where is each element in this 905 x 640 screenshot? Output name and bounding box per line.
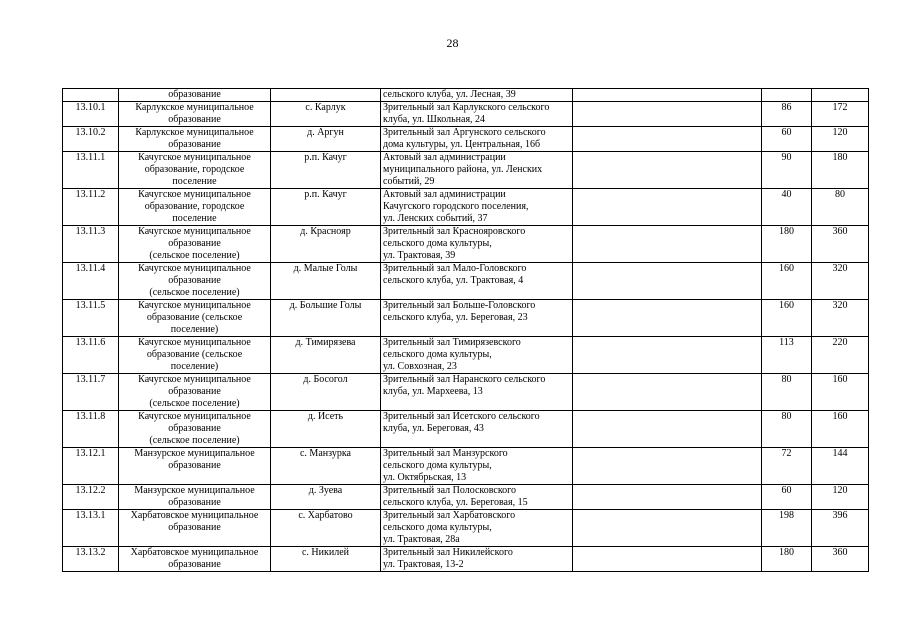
municipality-cell xyxy=(119,411,271,448)
table-row xyxy=(63,226,869,263)
venue-line: ул. Октябрьская, 13 xyxy=(383,472,467,483)
settlement-cell: д. Большие Голы xyxy=(271,300,381,337)
venue-line: Зрительный зал Аргунского сельского xyxy=(383,127,546,138)
capacity-double-cell: 80 xyxy=(812,189,869,226)
capacity-double-cell: 120 xyxy=(812,127,869,152)
settlement-cell: с. Манзурка xyxy=(271,448,381,485)
municipality-line: образование xyxy=(168,139,221,150)
venue-line: сельского клуба, ул. Береговая, 23 xyxy=(383,312,528,323)
settlement-cell: д. Малые Голы xyxy=(271,263,381,300)
settlement-cell: с. Харбатово xyxy=(271,510,381,547)
settlement-cell: р.п. Качуг xyxy=(271,189,381,226)
capacity-cell: 90 xyxy=(762,152,812,189)
municipality-line: Качугское муниципальное xyxy=(138,189,251,200)
capacity-cell: 60 xyxy=(762,127,812,152)
table-row xyxy=(63,547,869,572)
empty-cell xyxy=(573,300,762,337)
settlement-cell: д. Зуева xyxy=(271,485,381,510)
venue-line: клуба, ул. Школьная, 24 xyxy=(383,114,486,125)
municipality-line: Качугское муниципальное xyxy=(138,374,251,385)
municipality-cell xyxy=(119,485,271,510)
capacity-double-cell: 220 xyxy=(812,337,869,374)
venue-line: Зрительный зал Мало-Головского xyxy=(383,263,527,274)
venue-line: клуба, ул. Береговая, 43 xyxy=(383,423,484,434)
municipality-line: Качугское муниципальное xyxy=(138,411,251,422)
capacity-double-cell: 320 xyxy=(812,300,869,337)
table-row xyxy=(63,374,869,411)
venue-line: сельского дома культуры, xyxy=(383,522,492,533)
municipality-line: Карлукское муниципальное xyxy=(135,102,254,113)
venue-cell xyxy=(381,127,573,152)
venue-cell xyxy=(381,485,573,510)
settlement-cell: р.п. Качуг xyxy=(271,152,381,189)
row-number-cell: 13.11.1 xyxy=(63,152,119,189)
venue-line: Зрительный зал Никилейского xyxy=(383,547,513,558)
table-row xyxy=(63,300,869,337)
municipality-cell xyxy=(119,300,271,337)
table-row xyxy=(63,510,869,547)
venue-line: Зрительный зал Краснояровского xyxy=(383,226,526,237)
municipality-line: Манзурское муниципальное xyxy=(134,448,255,459)
municipality-line: Карлукское муниципальное xyxy=(135,127,254,138)
capacity-double-cell: 144 xyxy=(812,448,869,485)
municipality-line: Манзурское муниципальное xyxy=(134,485,255,496)
venue-line: Зрительный зал Харбатовского xyxy=(383,510,516,521)
empty-cell xyxy=(573,374,762,411)
municipality-line: образование xyxy=(168,114,221,125)
table-row xyxy=(63,152,869,189)
venue-line: ул. Трактовая, 28а xyxy=(383,534,460,545)
empty-cell xyxy=(573,89,762,102)
table-row xyxy=(63,263,869,300)
settlement-cell: д. Тимирязева xyxy=(271,337,381,374)
empty-cell xyxy=(573,547,762,572)
venue-line: Зрительный зал Карлукского сельского xyxy=(383,102,550,113)
venue-line: сельского клуба, ул. Трактовая, 4 xyxy=(383,275,524,286)
venue-line: Зрительный зал Наранского сельского xyxy=(383,374,546,385)
municipality-cell xyxy=(119,547,271,572)
municipality-cell xyxy=(119,263,271,300)
empty-cell xyxy=(573,226,762,263)
municipality-line: поселение) xyxy=(170,324,219,335)
municipality-line: образование xyxy=(168,522,221,533)
settlement-cell: д. Босогол xyxy=(271,374,381,411)
municipality-line: образование xyxy=(168,386,221,397)
capacity-double-cell: 160 xyxy=(812,411,869,448)
municipality-line: (сельское поселение) xyxy=(149,250,240,261)
table-row xyxy=(63,448,869,485)
venue-line: сельского дома культуры, xyxy=(383,349,492,360)
venue-line: ул. Трактовая, 39 xyxy=(383,250,456,261)
municipality-line: образование xyxy=(168,89,221,100)
table-row xyxy=(63,411,869,448)
capacity-cell: 180 xyxy=(762,547,812,572)
municipality-line: (сельское поселение) xyxy=(149,398,240,409)
municipality-line: Качугское муниципальное xyxy=(138,226,251,237)
municipality-line: Харбатовское муниципальное xyxy=(130,510,259,521)
capacity-cell: 80 xyxy=(762,411,812,448)
municipality-cell xyxy=(119,189,271,226)
municipality-line: образование (сельское xyxy=(146,312,243,323)
municipality-cell xyxy=(119,127,271,152)
row-number-cell: 13.12.2 xyxy=(63,485,119,510)
capacity-double-cell: 360 xyxy=(812,547,869,572)
municipality-cell xyxy=(119,374,271,411)
capacity-double-cell: 120 xyxy=(812,485,869,510)
municipality-cell xyxy=(119,226,271,263)
venue-line: клуба, ул. Мархеева, 13 xyxy=(383,386,483,397)
row-number-cell: 13.11.5 xyxy=(63,300,119,337)
venue-cell xyxy=(381,547,573,572)
capacity-double-cell: 396 xyxy=(812,510,869,547)
table-row xyxy=(63,102,869,127)
municipality-cell xyxy=(119,337,271,374)
row-number-cell: 13.10.1 xyxy=(63,102,119,127)
venue-cell xyxy=(381,102,573,127)
municipality-line: поселение xyxy=(172,213,217,224)
venue-cell xyxy=(381,152,573,189)
municipality-cell xyxy=(119,448,271,485)
page-number: 28 xyxy=(446,36,459,50)
municipality-line: образование xyxy=(168,497,221,508)
venue-line: ул. Совхозная, 23 xyxy=(383,361,457,372)
row-number-cell: 13.12.1 xyxy=(63,448,119,485)
venue-line: сельского дома культуры, xyxy=(383,460,492,471)
venue-line: муниципального района, ул. Ленских xyxy=(383,164,543,175)
empty-cell xyxy=(573,189,762,226)
capacity-cell: 160 xyxy=(762,300,812,337)
municipality-line: поселение) xyxy=(170,361,219,372)
row-number-cell xyxy=(63,89,119,102)
venue-cell xyxy=(381,374,573,411)
empty-cell xyxy=(573,263,762,300)
venue-line: сельского клуба, ул. Береговая, 15 xyxy=(383,497,528,508)
venue-cell xyxy=(381,89,573,102)
venue-line: ул. Трактовая, 13-2 xyxy=(383,559,464,570)
settlement-cell: с. Никилей xyxy=(271,547,381,572)
venue-line: Актовый зал администрации xyxy=(383,189,506,200)
table-row xyxy=(63,189,869,226)
settlement-cell: с. Карлук xyxy=(271,102,381,127)
empty-cell xyxy=(573,152,762,189)
empty-cell xyxy=(573,127,762,152)
capacity-cell: 86 xyxy=(762,102,812,127)
capacity-cell: 80 xyxy=(762,374,812,411)
table-row xyxy=(63,127,869,152)
capacity-cell: 180 xyxy=(762,226,812,263)
row-number-cell: 13.11.4 xyxy=(63,263,119,300)
capacity-cell: 60 xyxy=(762,485,812,510)
empty-cell xyxy=(573,102,762,127)
row-number-cell: 13.11.7 xyxy=(63,374,119,411)
settlement-cell: д. Исеть xyxy=(271,411,381,448)
municipality-line: Качугское муниципальное xyxy=(138,337,251,348)
capacity-cell: 113 xyxy=(762,337,812,374)
municipality-line: поселение xyxy=(172,176,217,187)
capacity-cell xyxy=(762,89,812,102)
capacity-double-cell: 320 xyxy=(812,263,869,300)
row-number-cell: 13.13.2 xyxy=(63,547,119,572)
venue-line: Зрительный зал Тимирязевского xyxy=(383,337,521,348)
municipality-line: образование, городское xyxy=(144,164,245,175)
empty-cell xyxy=(573,485,762,510)
empty-cell xyxy=(573,337,762,374)
municipality-line: образование xyxy=(168,460,221,471)
venue-cell xyxy=(381,189,573,226)
municipality-cell xyxy=(119,152,271,189)
venue-line: сельского дома культуры, xyxy=(383,238,492,249)
municipality-cell xyxy=(119,102,271,127)
venue-line: Качугского городского поселения, xyxy=(383,201,529,212)
row-number-cell: 13.11.2 xyxy=(63,189,119,226)
municipality-line: Харбатовское муниципальное xyxy=(130,547,259,558)
empty-cell xyxy=(573,510,762,547)
municipality-line: образование (сельское xyxy=(146,349,243,360)
venue-line: Зрительный зал Больше-Головского xyxy=(383,300,536,311)
venue-line: ул. Ленских событий, 37 xyxy=(383,213,488,224)
venue-line: сельского клуба, ул. Лесная, 39 xyxy=(383,89,516,100)
municipality-line: (сельское поселение) xyxy=(149,287,240,298)
venue-line: дома культуры, ул. Центральная, 16б xyxy=(383,139,541,150)
venue-line: Актовый зал администрации xyxy=(383,152,506,163)
venue-cell xyxy=(381,510,573,547)
capacity-double-cell xyxy=(812,89,869,102)
row-number-cell: 13.11.6 xyxy=(63,337,119,374)
venue-cell xyxy=(381,448,573,485)
table-row xyxy=(63,337,869,374)
municipality-line: образование xyxy=(168,238,221,249)
venue-cell xyxy=(381,300,573,337)
table-body xyxy=(63,89,869,572)
venue-cell xyxy=(381,263,573,300)
polling-stations-table xyxy=(62,88,869,572)
settlement-cell: д. Аргун xyxy=(271,127,381,152)
municipality-cell xyxy=(119,89,271,102)
row-number-cell: 13.11.8 xyxy=(63,411,119,448)
municipality-line: образование xyxy=(168,423,221,434)
row-number-cell: 13.10.2 xyxy=(63,127,119,152)
row-number-cell: 13.13.1 xyxy=(63,510,119,547)
capacity-cell: 160 xyxy=(762,263,812,300)
venue-cell xyxy=(381,411,573,448)
capacity-double-cell: 172 xyxy=(812,102,869,127)
table-row xyxy=(63,485,869,510)
venue-cell xyxy=(381,226,573,263)
venue-line: событий, 29 xyxy=(383,176,435,187)
capacity-double-cell: 180 xyxy=(812,152,869,189)
capacity-cell: 72 xyxy=(762,448,812,485)
municipality-line: (сельское поселение) xyxy=(149,435,240,446)
empty-cell xyxy=(573,448,762,485)
municipality-cell xyxy=(119,510,271,547)
capacity-cell: 198 xyxy=(762,510,812,547)
row-number-cell: 13.11.3 xyxy=(63,226,119,263)
venue-line: Зрительный зал Манзурского xyxy=(383,448,508,459)
venue-line: Зрительный зал Полосковского xyxy=(383,485,517,496)
settlement-cell xyxy=(271,89,381,102)
municipality-line: Качугское муниципальное xyxy=(138,300,251,311)
capacity-double-cell: 160 xyxy=(812,374,869,411)
venue-cell xyxy=(381,337,573,374)
empty-cell xyxy=(573,411,762,448)
settlement-cell: д. Краснояр xyxy=(271,226,381,263)
municipality-line: Качугское муниципальное xyxy=(138,263,251,274)
municipality-line: Качугское муниципальное xyxy=(138,152,251,163)
venue-line: Зрительный зал Исетского сельского xyxy=(383,411,540,422)
municipality-line: образование xyxy=(168,559,221,570)
capacity-double-cell: 360 xyxy=(812,226,869,263)
municipality-line: образование xyxy=(168,275,221,286)
municipality-line: образование, городское xyxy=(144,201,245,212)
table-row xyxy=(63,89,869,102)
capacity-cell: 40 xyxy=(762,189,812,226)
